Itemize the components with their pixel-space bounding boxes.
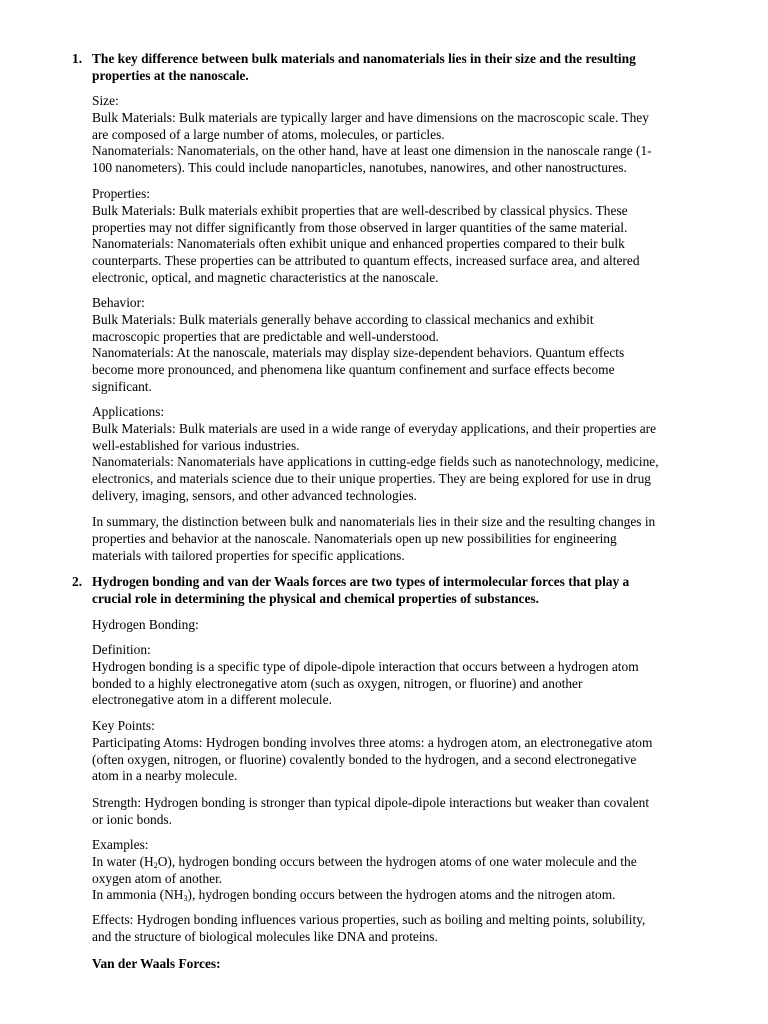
section-1-heading-text [92, 51, 696, 85]
paragraph-line: Behavior: [92, 295, 145, 310]
paragraph-line: Properties: [92, 186, 151, 201]
section-2-number: 2. [72, 574, 83, 589]
van-der-waals-title [92, 956, 698, 973]
paragraph-line: macroscopic properties that are predictable and well-understood. [92, 328, 439, 344]
ammonia-subscript: 3 [183, 894, 188, 904]
applications-paragraph [92, 404, 698, 505]
paragraph-line: Strength: Hydrogen bonding is stronger than typical dipole-dipole interactions but weaker than covalent [92, 795, 650, 810]
paragraph-line: Definition: [92, 642, 151, 657]
paragraph-line: properties may not differ significantly from those observed in larger quantities of the same material. [92, 219, 628, 235]
paragraph-line: are composed of a large number of atoms, molecules, or particles. [92, 126, 445, 142]
behavior-paragraph [92, 295, 698, 396]
paragraph-line: Nanomaterials: Nanomaterials have applications in cutting-edge fields such as nanotechnology, medicine, [92, 454, 659, 470]
paragraph-line: and the structure of biological molecules like DNA and proteins. [92, 928, 438, 944]
paragraph-line: counterparts. These properties can be attributed to quantum effects, increased surface area, and altered [92, 253, 640, 269]
paragraph-line: bonded to a highly electronegative atom (such as oxygen, nitrogen, or fluorine) and another [92, 675, 583, 691]
paragraph-line: Bulk Materials: Bulk materials are used in a wide range of everyday applications, and their properties are [92, 420, 657, 436]
paragraph-line: electronic, optical, and magnetic characteristics at the nanoscale. [92, 269, 439, 285]
paragraph-line: Applications: [92, 404, 165, 419]
paragraph-line: properties and behavior at the nanoscale. Nanomaterials open up new possibilities for engineering [92, 530, 617, 546]
strength-paragraph [92, 795, 698, 829]
paragraph-line: Bulk Materials: Bulk materials exhibit properties that are well-described by classical physics. These [92, 202, 628, 218]
water-text-after: O), hydrogen bonding occurs between the hydrogen atoms of one water molecule and the [157, 853, 637, 869]
effects-paragraph [92, 912, 698, 946]
paragraph-line: delivery, imaging, sensors, and other advanced technologies. [92, 487, 417, 503]
paragraph-line: In summary, the distinction between bulk and nanomaterials lies in their size and the resulting changes in [92, 514, 656, 529]
paragraph-line: atom in a nearby molecule. [92, 768, 238, 784]
examples-paragraph [92, 837, 698, 904]
paragraph-line: Size: [92, 93, 119, 108]
paragraph-line: Bulk Materials: Bulk materials are typically larger and have dimensions on the macroscopic scale. They [92, 109, 649, 125]
paragraph-line: or ionic bonds. [92, 811, 172, 827]
ammonia-example-line [92, 887, 698, 904]
paragraph-line: well-established for various industries. [92, 437, 300, 453]
section-2-heading-text [92, 574, 696, 608]
key-points-paragraph [92, 718, 698, 785]
section-1-number: 1. [72, 51, 83, 66]
paragraph-line: 100 nanometers). This could include nanoparticles, nanotubes, nanowires, and other nanostructures. [92, 160, 627, 176]
paragraph-line: (often oxygen, nitrogen, or fluorine) covalently bonded to the hydrogen, and a second electronegative [92, 751, 637, 767]
size-paragraph [92, 93, 698, 177]
paragraph-line: electronics, and materials science due to their unique properties. They are being explored for use in drug [92, 471, 651, 487]
water-subscript: 2 [153, 860, 158, 870]
paragraph-line: oxygen atom of another. [92, 870, 223, 886]
summary-paragraph [92, 514, 698, 564]
heading-line: Hydrogen bonding and van der Waals forces are two types of intermolecular forces that play a [92, 574, 630, 589]
heading-line: properties at the nanoscale. [92, 67, 249, 83]
paragraph-line: Hydrogen bonding is a specific type of dipole-dipole interaction that occurs between a hydrogen atom [92, 658, 639, 674]
paragraph-line: significant. [92, 378, 152, 394]
subsection-title: Van der Waals Forces: [92, 956, 221, 971]
hydrogen-bonding-title [92, 617, 698, 634]
water-example-line [92, 854, 698, 871]
definition-paragraph [92, 642, 698, 709]
paragraph-line: Nanomaterials: Nanomaterials, on the other hand, have at least one dimension in the nanoscale range (1- [92, 143, 652, 159]
ammonia-text-before: In ammonia (NH [92, 887, 184, 903]
paragraph-line: electronegative atom in a different molecule. [92, 692, 332, 708]
heading-line: crucial role in determining the physical and chemical properties of substances. [92, 590, 539, 606]
paragraph-line: Nanomaterials: At the nanoscale, materials may display size-dependent behaviors. Quantum effects [92, 345, 625, 361]
paragraph-line: become more pronounced, and phenomena like quantum confinement and surface effects become [92, 362, 615, 378]
paragraph-line: Nanomaterials: Nanomaterials often exhibit unique and enhanced properties compared to their bulk [92, 236, 625, 252]
water-text-before: In water (H [92, 853, 154, 869]
ammonia-text-after: ), hydrogen bonding occurs between the hydrogen atoms and the nitrogen atom. [187, 887, 616, 903]
paragraph-line: Effects: Hydrogen bonding influences various properties, such as boiling and melting points, solubility, [92, 912, 646, 927]
paragraph-line: Participating Atoms: Hydrogen bonding involves three atoms: a hydrogen atom, an electronegative atom [92, 734, 653, 750]
heading-line: The key difference between bulk materials and nanomaterials lies in their size and the resulting [92, 51, 636, 66]
properties-paragraph [92, 186, 698, 287]
paragraph-line: Bulk Materials: Bulk materials generally behave according to classical mechanics and exhibit [92, 311, 594, 327]
paragraph-line: Key Points: [92, 718, 155, 733]
paragraph-line: materials with tailored properties for specific applications. [92, 547, 405, 563]
paragraph-line: Examples: [92, 837, 149, 852]
subsection-title: Hydrogen Bonding: [92, 617, 199, 632]
